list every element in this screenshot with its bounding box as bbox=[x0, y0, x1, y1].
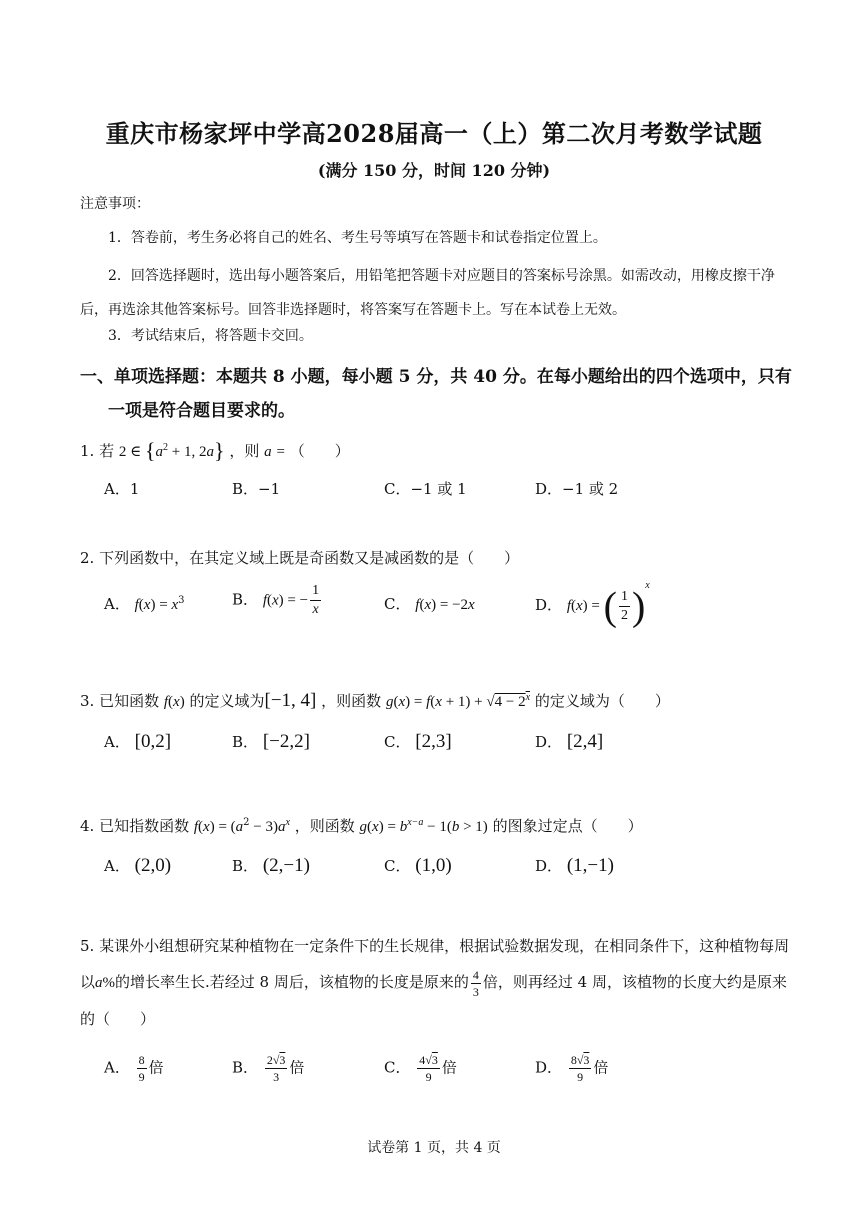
q3-option-c[interactable]: C． [2,3] bbox=[384, 731, 452, 752]
q2-option-b[interactable]: B． f(x) = − $\frac{1}{x}$ bbox=[232, 583, 320, 617]
notice-title: 注意事项： bbox=[80, 196, 150, 212]
question-4: 4. 已知指数函数 $f(x) = (a^2 - 3)a^x$ ，则函数 $g(x) = b^{x-a} - 1(b > 1)$ 的图象过定点（ ） bbox=[80, 817, 643, 835]
q1-prefix: 1. 若 bbox=[80, 442, 115, 460]
q4-option-b[interactable]: B． (2,−1) bbox=[232, 855, 310, 876]
question-1: 1. 若 2 ∈ {$a^2 + 1$, 2a} ，则 a = （ ） bbox=[80, 438, 350, 463]
question-2: 2. 下列函数中，在其定义域上既是奇函数又是减函数的是（ ） bbox=[80, 549, 520, 567]
q3-option-b[interactable]: B． [−2,2] bbox=[232, 731, 310, 752]
q1-blank: （ ） bbox=[289, 442, 350, 460]
q1-option-d[interactable]: D．−1 或 2 bbox=[535, 480, 619, 498]
notice-item-3: 3．考试结束后，将答题卡交回。 bbox=[108, 328, 313, 344]
notice-item-1: 1．答卷前，考生务必将自己的姓名、考生号等填写在答题卡和试卷指定位置上。 bbox=[108, 230, 607, 246]
q1-formula: 2 ∈ {$a^2 + 1$, 2a} bbox=[118, 438, 225, 463]
page-footer: 试卷第 1 页，共 4 页 bbox=[367, 1140, 501, 1156]
q5-option-c[interactable]: C． $\frac{4√3}{9}$ 倍 bbox=[384, 1053, 457, 1084]
q2-option-a[interactable]: A． $f(x) = x^3$ bbox=[104, 595, 185, 613]
section-heading bbox=[80, 360, 796, 428]
q2-option-d[interactable]: D． f(x) = ( $\frac{1}{2}$ )$^x$ bbox=[535, 580, 650, 629]
section-heading-line2: 一项是符合题目要求的。 bbox=[108, 401, 295, 421]
q5-option-d[interactable]: D． $\frac{8√3}{9}$ 倍 bbox=[535, 1053, 609, 1084]
q1-option-b[interactable]: B．−1 bbox=[232, 480, 281, 498]
q4-option-a[interactable]: A． (2,0) bbox=[104, 855, 172, 876]
q5-option-a[interactable]: A． $\frac{8}{9}$ 倍 bbox=[104, 1053, 164, 1084]
q1-suffix: ，则 bbox=[229, 442, 260, 460]
q1-option-c[interactable]: C．−1 或 1 bbox=[384, 480, 467, 498]
page-title: 重庆市杨家坪中学高2028届高一（上）第二次月考数学试题 bbox=[105, 119, 763, 148]
q2-option-c[interactable]: C． f(x) = −2x bbox=[384, 595, 475, 613]
notice-item-2: 2．回答选择题时，选出每小题答案后，用铅笔把答题卡对应题目的答案标号涂黑。如需改动，用橡皮擦干净后，再选涂其他答案标号。回答非选择题时，将答案写在答题卡上。写在本试卷上无效。 bbox=[80, 268, 775, 318]
page-subtitle: (满分 150 分，时间 120 分钟) bbox=[317, 161, 551, 180]
question-3: 3. 已知函数 f(x) 的定义域为[−1, 4] ，则函数 $g(x) = f(x + 1) + √4 - 2^x$ 的定义域为（ ） bbox=[80, 690, 670, 711]
q5-option-b[interactable]: B． $\frac{2√3}{3}$ 倍 bbox=[232, 1053, 305, 1084]
q3-option-a[interactable]: A． [0,2] bbox=[104, 731, 172, 752]
q3-option-d[interactable]: D． [2,4] bbox=[535, 731, 604, 752]
section-heading-line1: 一、单项选择题：本题共 8 小题，每小题 5 分，共 40 分。在每小题给出的四个选项中，只有 bbox=[80, 367, 792, 387]
q4-option-c[interactable]: C． (1,0) bbox=[384, 855, 452, 876]
q1-option-a[interactable]: A．1 bbox=[104, 480, 140, 498]
question-5: 5. 某课外小组想研究某种植物在一定条件下的生长规律，根据试验数据发现，在相同条件下，这种植物每周以a%的增长率生长.若经过 8 周后，该植物的长度是原来的 $\frac{4}{3}$ 倍，则再经过 4 周，该植物的长度大约是原来的（ ） bbox=[80, 937, 790, 1028]
q1-variable: a bbox=[264, 444, 272, 460]
q4-option-d[interactable]: D． (1,−1) bbox=[535, 855, 614, 876]
